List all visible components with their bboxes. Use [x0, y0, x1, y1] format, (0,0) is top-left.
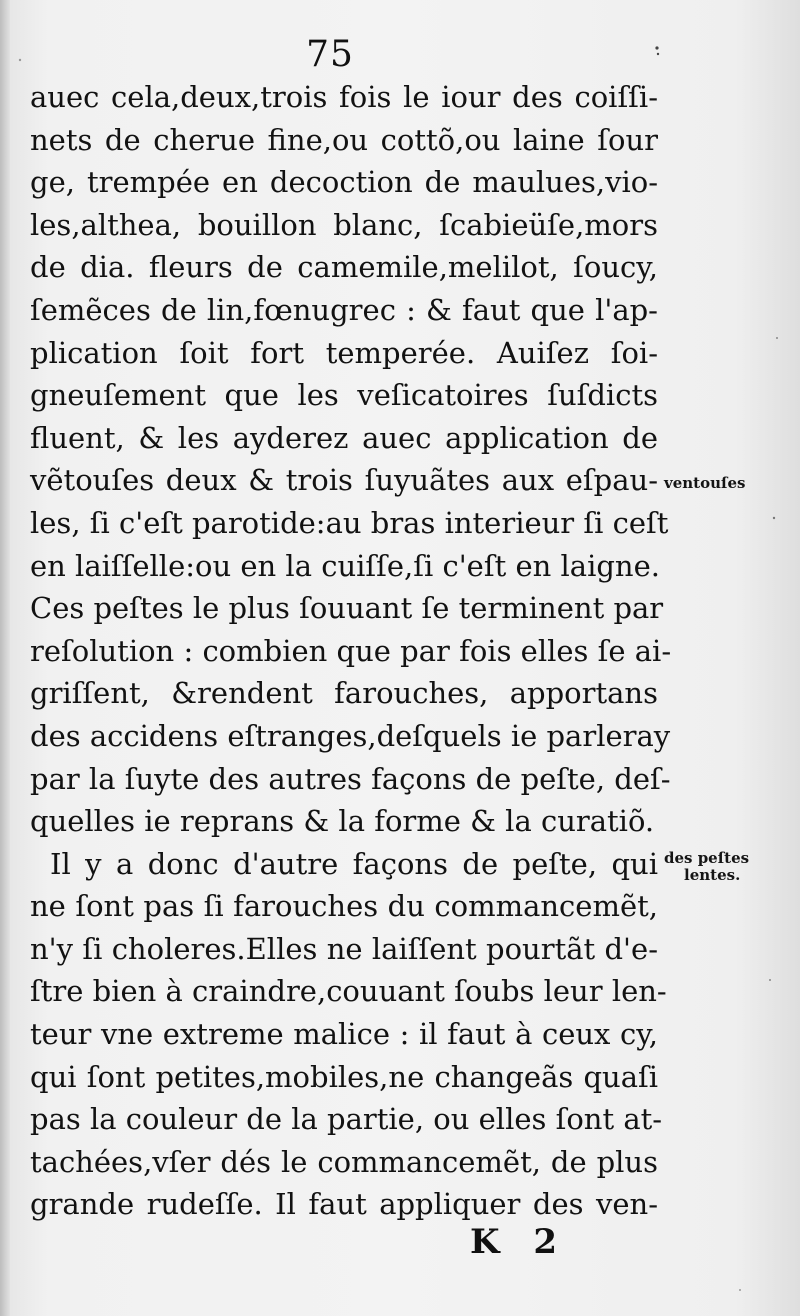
page-number: 75 [306, 34, 354, 75]
text-line: qui ſont petites,mobiles,ne changeãs quaſi [30, 1059, 658, 1094]
text-line: reſolution : combien que par fois elles ſe ai- [30, 633, 672, 668]
text-line: des accidens eſtranges,deſquels ie parleray [30, 718, 671, 753]
text-line: auec cela,deux,trois fois le iour des coiſſi- [30, 80, 658, 114]
text-line: fluent, & les ayderez auec application de [30, 420, 658, 455]
text-line: de dia. fleurs de camemile,melilot, ſoucy, [30, 250, 658, 285]
text-line: tachées,vſer dés le commancemẽt, de plus [30, 1144, 658, 1179]
text-line: vẽtouſes deux & trois ſuyuãtes aux eſpau- [30, 463, 658, 498]
text-line: griſſent, &rendent farouches, apportans [30, 676, 658, 711]
text-line: nets de cherue fine,ou cottõ,ou laine ſour [30, 122, 658, 157]
text-line: gneuſement que les veſicatoires ſuſdicts [30, 378, 658, 413]
text-line: teur vne extreme malice : il faut à ceux cy, [30, 1017, 658, 1052]
text-line: plication ſoit fort temperée. Auiſez ſoi- [30, 335, 658, 370]
text-line: grande rudeſſe. Il faut appliquer des ven- [30, 1187, 658, 1222]
text-line: ſtre bien à craindre,couuant ſoubs leur len- [30, 974, 667, 1009]
margin-note-ventouses: ventouſes [664, 474, 746, 492]
margin-note-pestes-lentes [664, 850, 749, 884]
body-text [30, 76, 672, 1226]
text-line: ge, trempée en decoction de maulues,vio- [30, 165, 658, 200]
text-line: Ces peſtes le plus ſouuant ſe terminent par [30, 591, 664, 626]
text-line: en laiſſelle:ou en la cuiſſe,ſi c'eſt en laigne. [30, 548, 660, 583]
margin-note-line: des peſtes [664, 849, 750, 867]
text-line: ne ſont pas ſi farouches du commancemẽt, [30, 889, 658, 924]
text-line: par la ſuyte des autres façons de peſte, deſ- [30, 761, 671, 796]
text-line: quelles ie reprans & la forme & la curatiõ. [30, 804, 655, 839]
text-line: Il y a donc d'autre façons de peſte, qui [50, 846, 658, 881]
text-line: n'y ſi choleres.Elles ne laiſſent pourtãt d'e- [30, 931, 658, 966]
margin-note-line: lentes. [684, 866, 741, 884]
text-line: ſemẽces de lin,fœnugrec : & faut que l'ap- [30, 292, 658, 327]
text-line: les,althea, bouillon blanc, ſcabieüſe,mors [30, 207, 658, 242]
text-line: pas la couleur de la partie, ou elles ſont at- [30, 1102, 663, 1137]
signature-mark: K 2 [470, 1222, 558, 1262]
text-line: les, ſi c'eſt parotide:au bras interieur ſi ceſt [30, 505, 669, 540]
